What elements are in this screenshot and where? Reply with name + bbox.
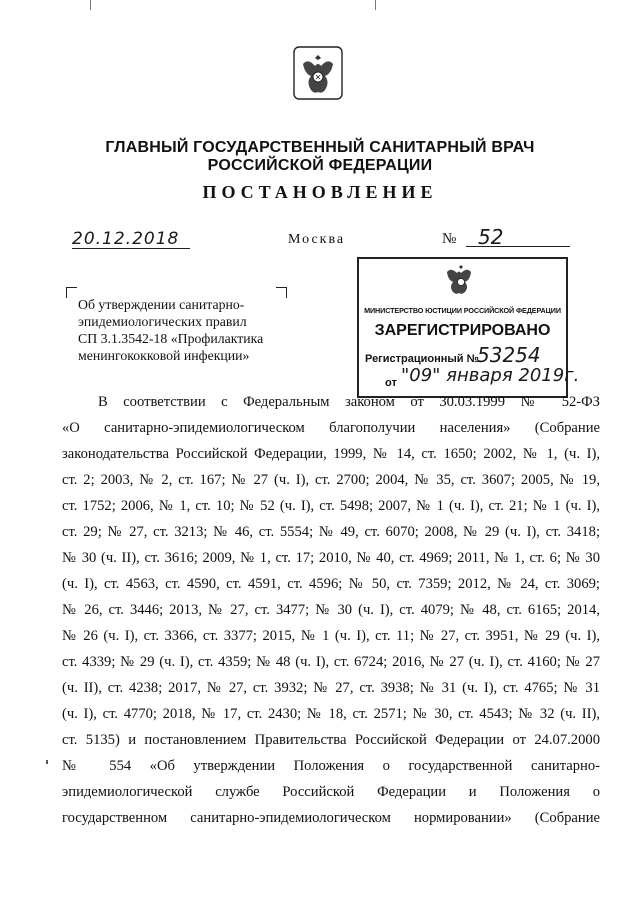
body-line: законодательства Российской Федерации, 1999, № 14, ст. 1650; 2002, № 1, (ч. I), <box>62 446 600 462</box>
stamp-ministry-name: МИНИСТЕРСТВО ЮСТИЦИИ РОССИЙСКОЙ ФЕДЕРАЦИИ <box>364 306 561 315</box>
body-line: № 26, ст. 3446; 2013, № 27, ст. 3477; № 30 (ч. I), ст. 4079; № 48, ст. 6165; 2014, <box>62 602 600 618</box>
issuer-title-line2: РОССИЙСКОЙ ФЕДЕРАЦИИ <box>207 157 433 174</box>
margin-mark <box>46 760 48 764</box>
body-line: (ч. II), ст. 4238; 2017, № 27, ст. 3932; № 27, ст. 3938; № 31 (ч. I), ст. 4765; № 31 <box>62 680 600 696</box>
body-paragraph <box>62 392 600 834</box>
stamp-registration-date: "09" января 2019г. <box>401 365 580 386</box>
subject-line: менингококковой инфекции» <box>78 348 250 363</box>
body-line: № 30 (ч. II), ст. 3616; 2009, № 1, ст. 17; 2010, № 40, ст. 4969; 2011, № 1, ст. 6; № 30 <box>62 550 600 566</box>
body-line: ст. 29; № 27, ст. 3213; № 46, ст. 5554; № 49, ст. 6070; 2008, № 29 (ч. I), ст. 3418; <box>62 524 600 540</box>
stamp-registration-number: 53254 <box>477 343 541 367</box>
stamp-registration-label: Регистрационный № <box>365 353 479 365</box>
body-line: № 554 «Об утверждении Положения о государственной санитарно- <box>62 758 600 774</box>
number-label: № <box>442 231 457 247</box>
document-subject <box>78 296 298 364</box>
document-type-title: ПОСТАНОВЛЕНИЕ <box>202 182 438 202</box>
body-line: «О санитарно-эпидемиологическом благополучии населения» (Собрание <box>62 420 600 436</box>
stamp-from-label: от <box>385 377 397 389</box>
document-number-field <box>466 225 570 249</box>
scan-edge-mark <box>90 0 91 10</box>
body-line: эпидемиологической службе Российской Федерации и Положения о <box>62 784 600 800</box>
document-date-field <box>72 229 192 251</box>
document-number-handwritten: 52 <box>478 225 504 249</box>
stamp-eagle-icon <box>443 262 479 298</box>
body-line: № 26 (ч. I), ст. 3366, ст. 3377; 2015, № 1 (ч. I), ст. 11; № 27, ст. 3951, № 29 (ч. I), <box>62 628 600 644</box>
body-line: (ч. I), ст. 4770; 2018, № 17, ст. 2430; № 18, ст. 2571; № 30, ст. 4543; № 32 (ч. II), <box>62 706 600 722</box>
body-line: ст. 5135) и постановлением Правительства Российской Федерации от 24.07.2000 <box>62 732 600 748</box>
document-date-handwritten: 20.12.2018 <box>72 229 180 249</box>
city-label: Москва <box>288 232 346 247</box>
body-line: В соответствии с Федеральным законом от 30.03.1999 № 52-ФЗ <box>98 394 600 410</box>
subject-line: эпидемиологических правил <box>78 314 247 329</box>
body-line: (ч. I), ст. 4563, ст. 4590, ст. 4591, ст. 4596; № 50, ст. 7359; 2012, № 24, ст. 3069; <box>62 576 600 592</box>
registration-stamp <box>357 257 580 398</box>
body-line: ст. 1752; 2006, № 1, ст. 10; № 52 (ч. I), ст. 5498; 2007, № 1 (ч. I), ст. 21; № 1 (ч. I), <box>62 498 600 514</box>
issuer-title-line1: ГЛАВНЫЙ ГОСУДАРСТВЕННЫЙ САНИТАРНЫЙ ВРАЧ <box>105 139 535 156</box>
scan-edge-mark <box>375 0 376 10</box>
date-underline <box>72 248 190 249</box>
body-line: государственном санитарно-эпидемиологическом нормировании» (Собрание <box>62 810 600 826</box>
body-line: ст. 2; 2003, № 2, ст. 167; № 27 (ч. I), ст. 2700; 2004, № 35, ст. 3607; 2005, № 19, <box>62 472 600 488</box>
coat-of-arms-emblem <box>293 46 343 100</box>
body-line: ст. 4339; № 29 (ч. I), ст. 4359; № 48 (ч. I), ст. 6724; 2016, № 27 (ч. I), ст. 4160; № 27 <box>62 654 600 670</box>
subject-bracket-left <box>66 287 77 298</box>
subject-line: СП 3.1.3542-18 «Профилактика <box>78 331 264 346</box>
stamp-registered-text: ЗАРЕГИСТРИРОВАНО <box>374 322 551 339</box>
number-underline <box>466 246 570 247</box>
subject-line: Об утверждении санитарно- <box>78 297 245 312</box>
